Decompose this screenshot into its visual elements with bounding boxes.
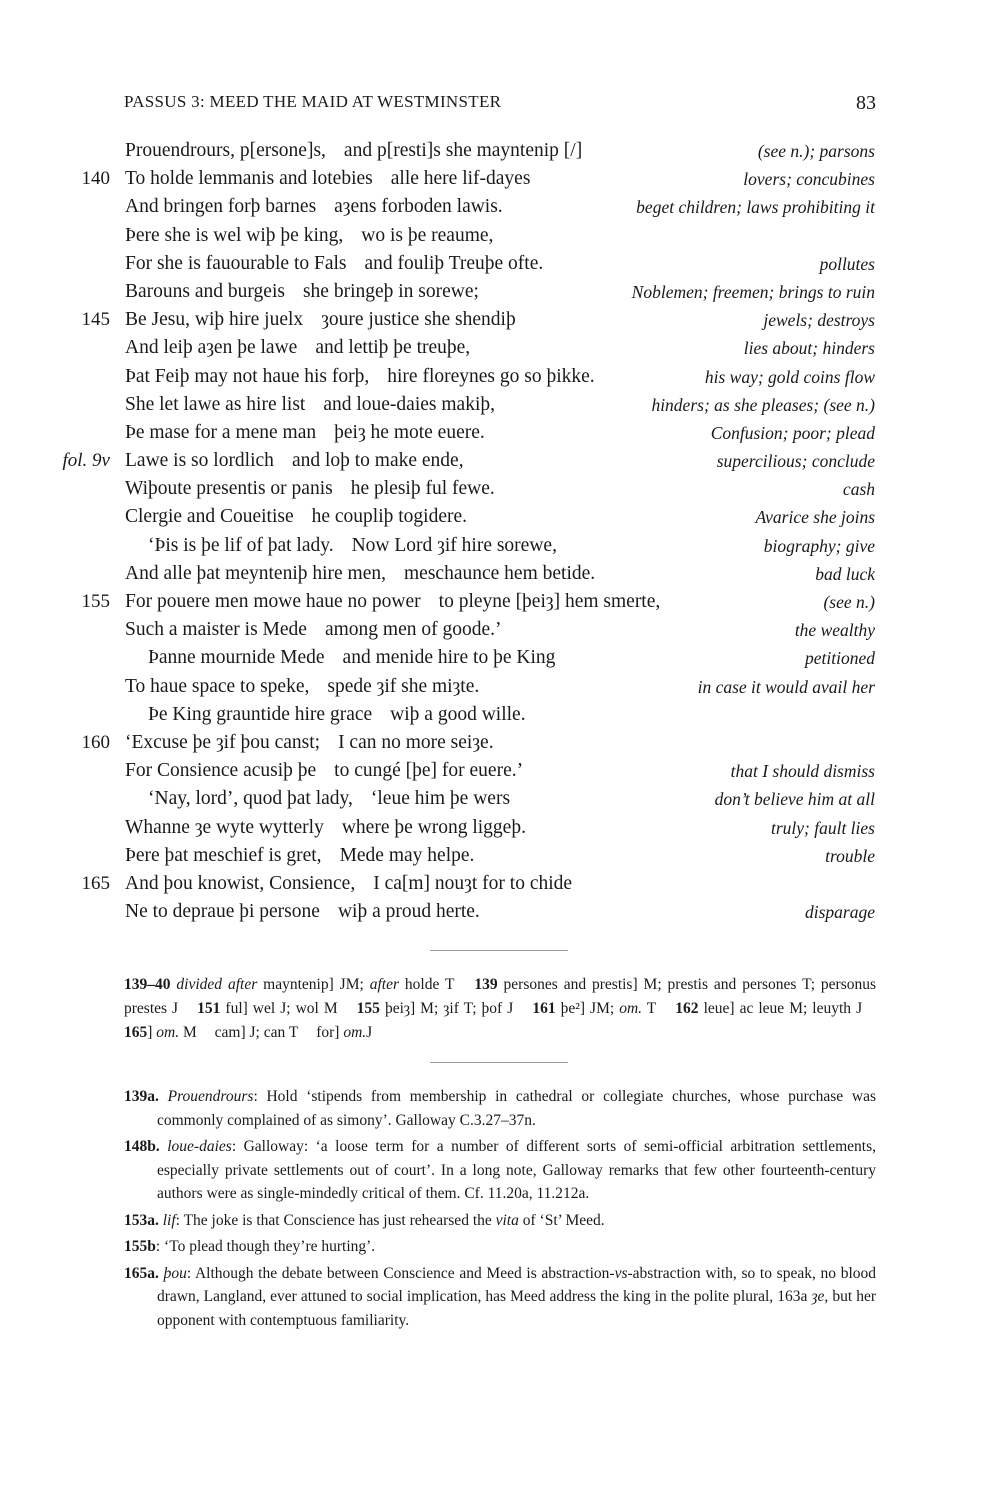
- verse-line: [0, 673, 1000, 701]
- variant-ref: 155: [356, 1000, 380, 1017]
- half-line-a: ‘Excuse þe ȝif þou canst;: [125, 731, 321, 753]
- verse-line: [0, 870, 1000, 898]
- half-line-a: And leiþ aȝen þe lawe: [125, 337, 298, 359]
- half-line-b: Mede may helpe.: [339, 844, 475, 866]
- verse-text: [125, 475, 495, 503]
- half-line-a: Barouns and burgeis: [125, 280, 285, 302]
- variant-ref: 139: [474, 976, 498, 993]
- verse-text: [125, 447, 464, 475]
- half-line-a: Prouendrours, p[ersone]s,: [125, 140, 326, 161]
- half-line-b: I can no more seiȝe.: [338, 731, 494, 753]
- running-head: PASSUS 3: MEED THE MAID AT WESTMINSTER: [124, 92, 502, 111]
- verse-line: [0, 616, 1000, 644]
- verse-line: [0, 250, 1000, 278]
- half-line-b: and menide hire to þe King: [342, 647, 556, 669]
- verse-text: [125, 673, 479, 701]
- marginal-gloss: (see n.); parsons: [757, 141, 875, 161]
- line-number: 155: [81, 591, 110, 612]
- divider-rule: [430, 950, 568, 951]
- verse-line: [0, 729, 1000, 757]
- verse-line: [0, 757, 1000, 785]
- half-line-a: Ne to depraue þi persone: [125, 901, 320, 923]
- line-number: 145: [81, 309, 110, 331]
- verse-line: [0, 503, 1000, 531]
- marginal-gloss: trouble: [825, 845, 875, 866]
- half-line-a: Þat Feiþ may not haue his forþ,: [125, 365, 370, 387]
- line-number: 140: [81, 168, 110, 190]
- verse-text: [125, 842, 474, 870]
- verse-line: [0, 475, 1000, 503]
- verse-text: [125, 222, 493, 250]
- variant-ref: 165: [124, 1024, 148, 1041]
- note: 148b. loue-daies: Galloway: ‘a loose term for a number of different sorts of semi-official arbitration settlements, especially private settlements out of court’. In a long note, Galloway remarks that few other fourteenth-century authors were as single-mindedly critical of them. Cf. 11.20a, 11.212a.: [124, 1138, 877, 1202]
- textual-variants: 139–40 divided after mayntenip] JM; after holde T 139 persones and prestis] M; prestis and persones T; personus prestes J 151 ful] wel J; wol M 155 þeiȝ] M; ȝif T; þof J 161 þe²] JM; om. T 162 leue] ac leue M; leuyth J 165] om. M cam] J; can T for] om.J: [124, 976, 877, 1041]
- marginal-gloss: Confusion; poor; plead: [710, 422, 875, 443]
- verse-line: [0, 278, 1000, 306]
- note: 139a. Prouendrours: Hold ‘stipends from membership in cathedral or collegiate churches, whose purchase was commonly complained of as simony’. Galloway C.3.27–37n.: [124, 1088, 876, 1129]
- divider-rule: [430, 1062, 568, 1063]
- half-line-b: and lettiþ þe treuþe,: [315, 337, 471, 359]
- verse-text: [125, 250, 543, 278]
- note: 153a. lif: The joke is that Conscience has just rehearsed the vita of ‘St’ Meed.: [124, 1211, 605, 1229]
- half-line-b: he coupliþ togidere.: [311, 506, 468, 528]
- poem-text: [0, 137, 1000, 926]
- marginal-gloss: truly; fault lies: [770, 817, 875, 838]
- marginal-gloss: Avarice she joins: [755, 507, 875, 528]
- marginal-gloss: his way; gold coins flow: [704, 366, 875, 387]
- verse-text: [125, 278, 479, 306]
- half-line-b: wo is þe reaume,: [361, 224, 494, 246]
- verse-line: [0, 137, 1000, 165]
- half-line-b: ‘leue him þe wers: [370, 788, 511, 810]
- variant-ref: 151: [197, 1000, 221, 1017]
- verse-line: [0, 898, 1000, 926]
- half-line-b: and loþ to make ende,: [291, 450, 464, 472]
- marginal-gloss: Noblemen; freemen; brings to ruin: [631, 281, 875, 302]
- half-line-b: to cungé [þe] for euere.’: [334, 760, 524, 782]
- verse-line: [0, 560, 1000, 588]
- half-line-b: hire floreynes go so þikke.: [387, 365, 595, 387]
- verse-text: [125, 616, 502, 644]
- verse-text: [125, 419, 485, 447]
- page-header: [124, 92, 876, 118]
- variant-ref: 161: [532, 1000, 556, 1017]
- verse-text: [125, 814, 526, 842]
- half-line-b: among men of goode.’: [324, 619, 502, 641]
- half-line-a: ‘Þis is þe lif of þat lady.: [148, 534, 334, 556]
- half-line-b: and p[resti]s she mayntenip [/]: [343, 140, 583, 161]
- verse-text: [125, 391, 495, 419]
- half-line-a: And bringen forþ barnes: [125, 196, 317, 218]
- verse-line: [0, 222, 1000, 250]
- verse-line: [0, 532, 1000, 560]
- explanatory-notes: [124, 1085, 876, 1335]
- half-line-a: To holde lemmanis and lotebies: [125, 168, 373, 190]
- marginal-gloss: hinders; as she pleases; (see n.): [651, 394, 875, 415]
- line-number: 165: [81, 872, 110, 894]
- verse-text: [125, 193, 503, 221]
- half-line-b: wiþ a good wille.: [390, 703, 526, 725]
- verse-text: [125, 137, 582, 165]
- half-line-a: For she is fauourable to Fals: [125, 252, 347, 274]
- marginal-gloss: disparage: [805, 902, 875, 923]
- half-line-b: I ca[m] nouȝt for to chide: [373, 872, 573, 894]
- marginal-gloss: lies about; hinders: [743, 338, 875, 359]
- half-line-a: Such a maister is Mede: [125, 619, 307, 641]
- verse-text: [148, 701, 526, 729]
- half-line-a: Þere þat meschief is gret,: [125, 844, 322, 866]
- half-line-b: Now Lord ȝif hire sorewe,: [351, 534, 557, 556]
- half-line-a: To haue space to speke,: [125, 675, 310, 697]
- verse-line: [0, 814, 1000, 842]
- verse-line: [0, 363, 1000, 391]
- variant-ref: 139–40: [124, 976, 171, 993]
- verse-line: [0, 334, 1000, 362]
- marginal-gloss: petitioned: [805, 648, 875, 669]
- half-line-a: Þere she is wel wiþ þe king,: [125, 224, 344, 246]
- verse-text: [125, 306, 516, 334]
- note: 165a. þou: Although the debate between Conscience and Meed is abstraction-vs-abstraction with, so to speak, no blood drawn, Langland, ever attuned to social implication, has Meed address the king in the polite plural, 163a ȝe, but her opponent with contemptuous familiarity.: [124, 1264, 877, 1329]
- marginal-gloss: (see n.): [823, 592, 875, 612]
- verse-line: [0, 447, 1000, 475]
- verse-line: [0, 306, 1000, 334]
- half-line-b: alle here lif-dayes: [390, 168, 531, 190]
- half-line-b: and fouliþ Treuþe ofte.: [364, 252, 544, 274]
- verse-text: [125, 757, 523, 785]
- verse-text: [148, 644, 555, 672]
- half-line-a: And þou knowist, Consience,: [125, 872, 356, 894]
- verse-text: [125, 560, 595, 588]
- verse-line: [0, 588, 1000, 616]
- marginal-gloss: don’t believe him at all: [714, 789, 875, 810]
- half-line-a: Lawe is so lordlich: [125, 450, 274, 472]
- marginal-gloss: in case it would avail her: [697, 676, 875, 697]
- half-line-a: Whanne ȝe wyte wytterly: [125, 816, 324, 838]
- folio-marker: fol. 9v: [62, 450, 110, 472]
- half-line-b: to pleyne [þeiȝ] hem smerte,: [438, 591, 661, 612]
- half-line-a: Be Jesu, wiþ hire juelx: [125, 309, 304, 331]
- marginal-gloss: supercilious; conclude: [716, 451, 875, 472]
- half-line-a: Þe King grauntide hire grace: [148, 703, 373, 725]
- page-number: 83: [856, 92, 876, 114]
- verse-line: [0, 842, 1000, 870]
- half-line-a: She let lawe as hire list: [125, 393, 306, 415]
- half-line-a: And alle þat meynteniþ hire men,: [125, 562, 387, 584]
- verse-text: [125, 503, 467, 531]
- verse-text: [125, 870, 572, 898]
- marginal-gloss: pollutes: [819, 253, 875, 274]
- half-line-a: Clergie and Coueitise: [125, 506, 294, 528]
- half-line-a: For Consience acusiþ þe: [125, 760, 317, 782]
- marginal-gloss: that I should dismiss: [730, 761, 875, 782]
- marginal-gloss: jewels; destroys: [763, 310, 875, 331]
- verse-text: [148, 785, 510, 813]
- marginal-gloss: bad luck: [815, 563, 875, 584]
- verse-text: [148, 532, 557, 560]
- half-line-b: ȝoure justice she shendiþ: [321, 309, 516, 331]
- half-line-a: Þanne mournide Mede: [148, 647, 325, 669]
- marginal-gloss: lovers; concubines: [743, 169, 875, 190]
- verse-line: [0, 165, 1000, 193]
- marginal-gloss: biography; give: [763, 535, 875, 556]
- half-line-a: Þe mase for a mene man: [125, 421, 317, 443]
- marginal-gloss: the wealthy: [794, 620, 875, 641]
- half-line-b: meschaunce hem betide.: [404, 562, 596, 584]
- half-line-b: aȝens forboden lawis.: [334, 196, 503, 218]
- verse-line: [0, 419, 1000, 447]
- half-line-a: For pouere men mowe haue no power: [125, 591, 421, 612]
- half-line-b: she bringeþ in sorewe;: [302, 280, 479, 302]
- marginal-gloss: cash: [842, 479, 875, 500]
- line-number: 160: [81, 731, 110, 753]
- verse-text: [125, 898, 480, 926]
- verse-text: [125, 165, 530, 193]
- half-line-b: spede ȝif she miȝte.: [327, 675, 480, 697]
- half-line-a: ‘Nay, lord’, quod þat lady,: [148, 788, 353, 810]
- note: 155b: ‘To plead though they’re hurting’.: [124, 1238, 376, 1255]
- verse-line: [0, 391, 1000, 419]
- half-line-b: he plesiþ ful fewe.: [350, 478, 495, 500]
- marginal-gloss: beget children; laws prohibiting it: [636, 197, 875, 218]
- half-line-a: Wiþoute presentis or panis: [125, 478, 333, 500]
- verse-text: [125, 334, 470, 362]
- half-line-b: wiþ a proud herte.: [337, 901, 480, 923]
- half-line-b: þeiȝ he mote euere.: [334, 421, 485, 443]
- verse-text: [125, 729, 494, 757]
- verse-line: [0, 193, 1000, 221]
- verse-line: [0, 644, 1000, 672]
- verse-text: [125, 588, 660, 616]
- verse-text: [125, 363, 595, 391]
- variant-ref: 162: [675, 1000, 699, 1017]
- verse-line: [0, 701, 1000, 729]
- verse-line: [0, 785, 1000, 813]
- half-line-b: and loue-daies makiþ,: [323, 393, 495, 415]
- half-line-b: where þe wrong liggeþ.: [341, 816, 526, 838]
